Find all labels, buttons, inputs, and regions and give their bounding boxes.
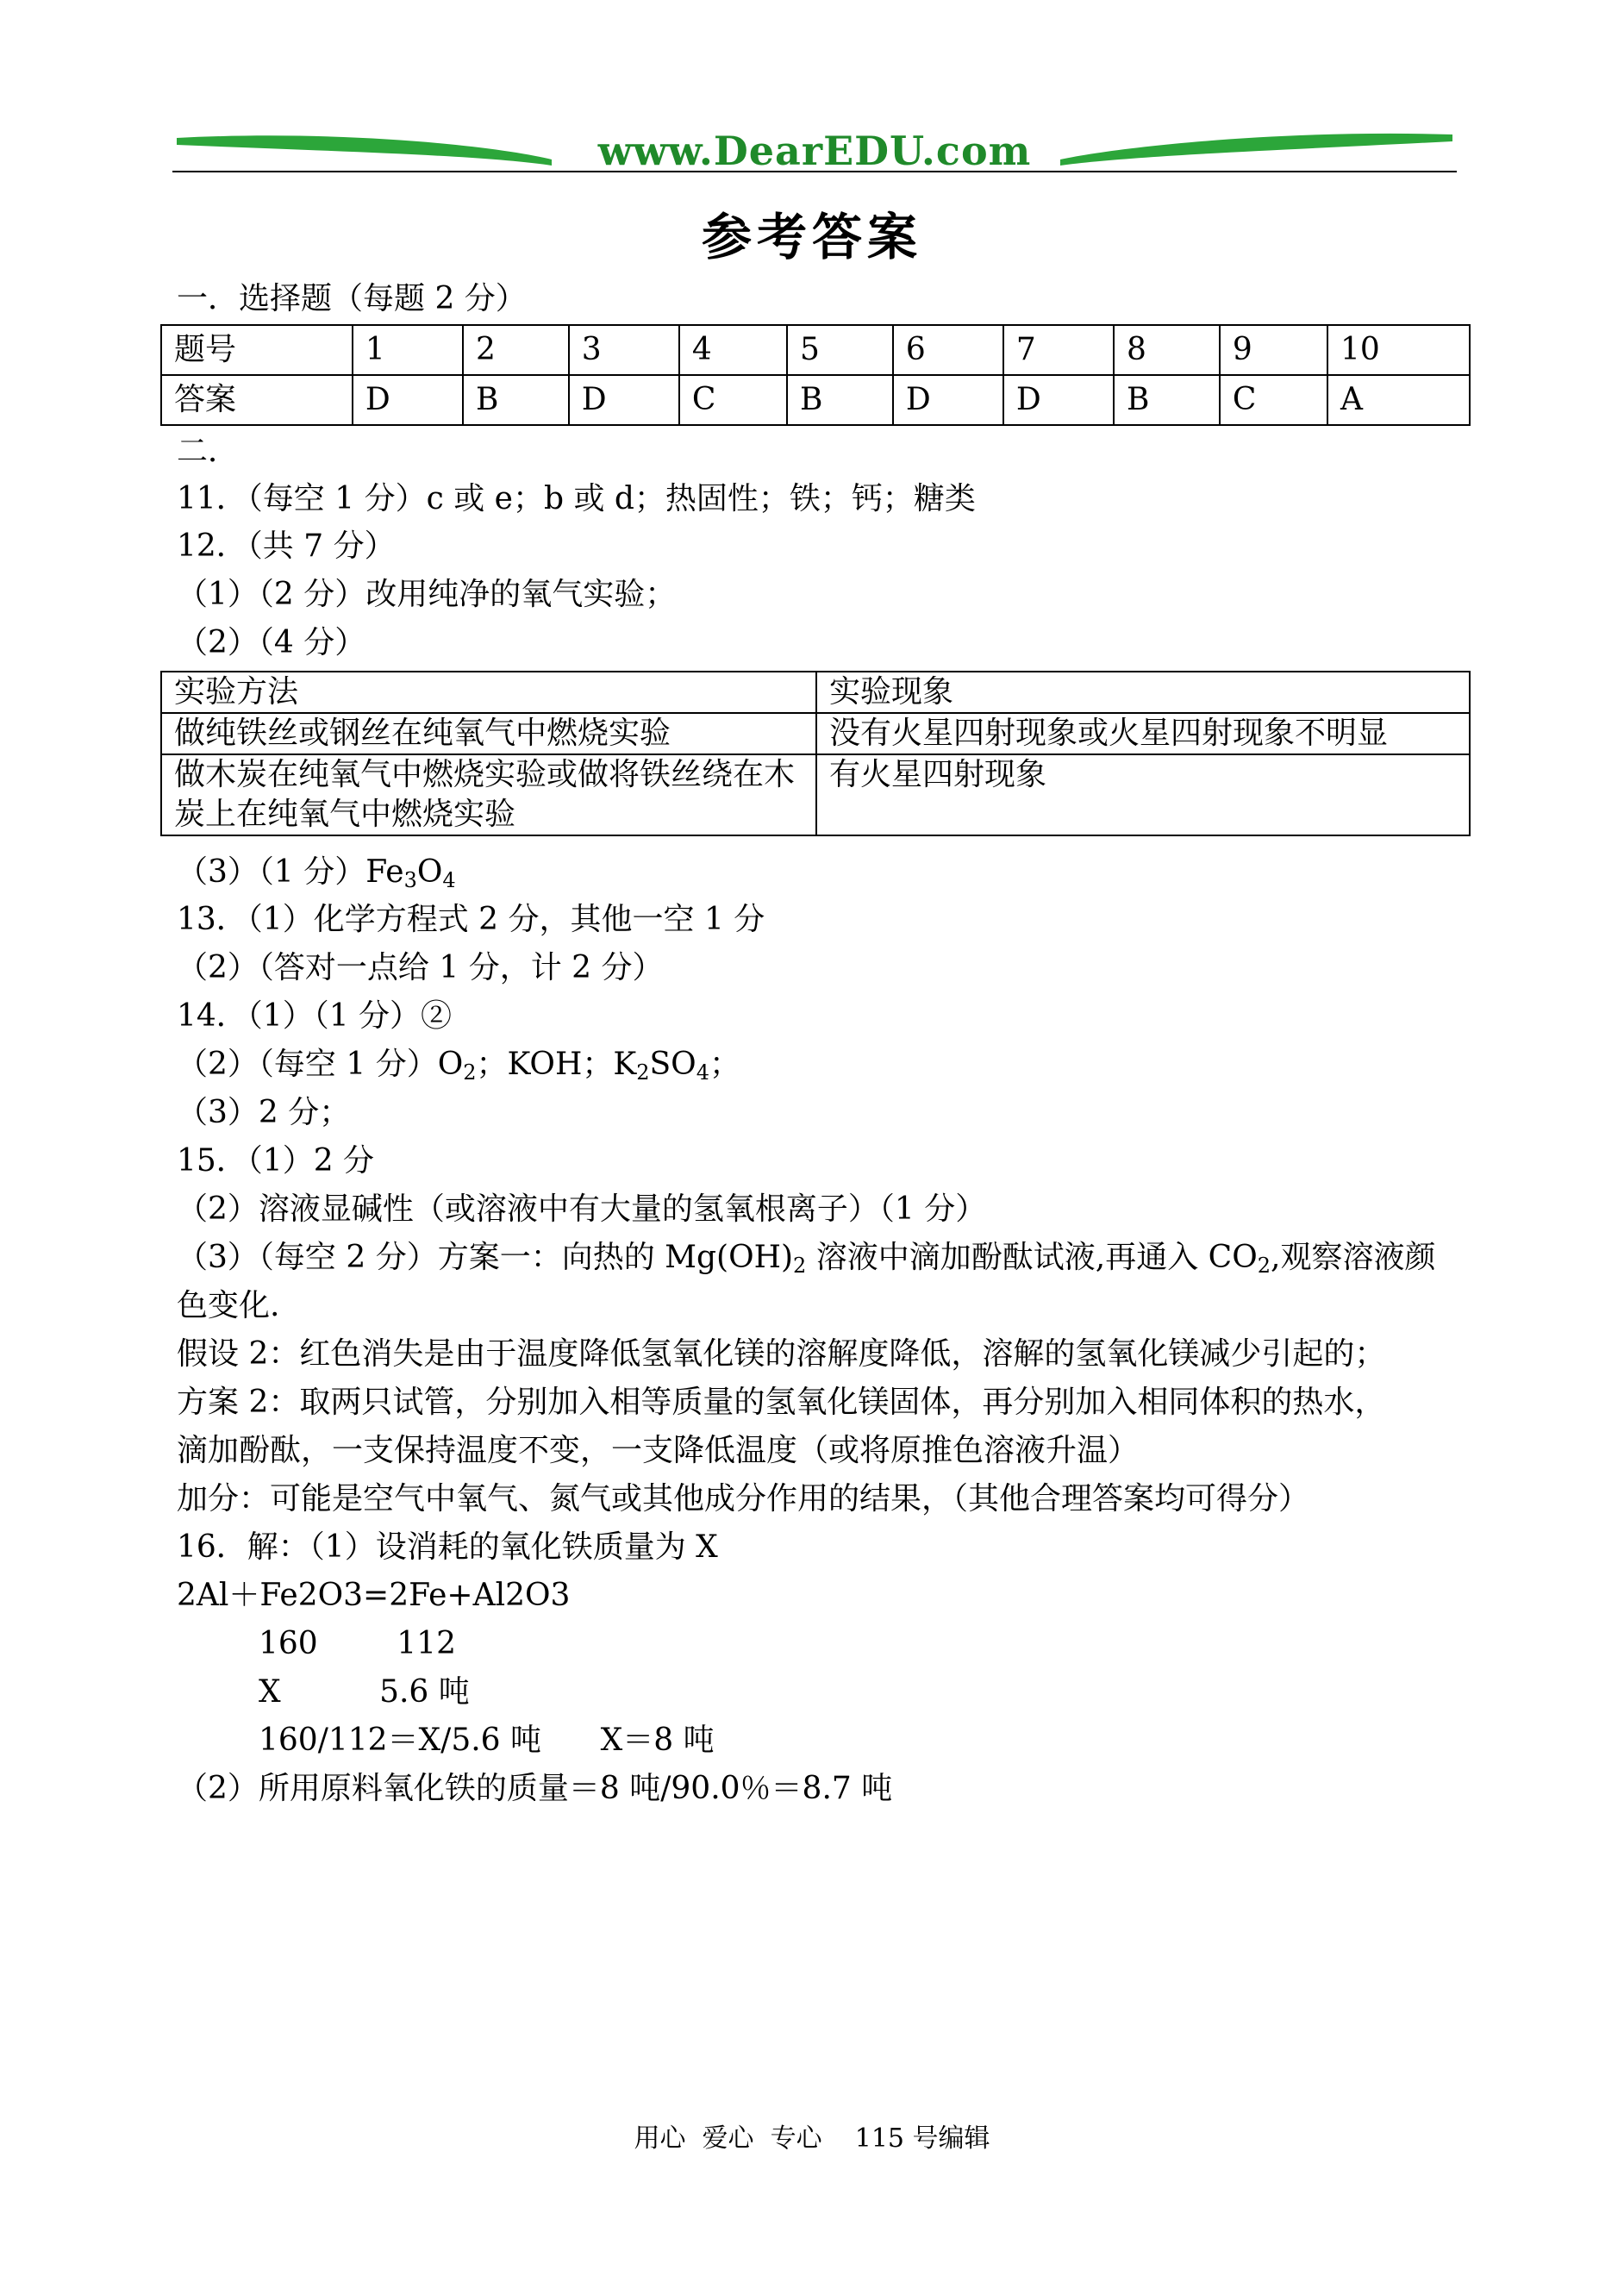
q16-ratio: 160 112 (259, 1626, 456, 1661)
q15-bonus: 加分：可能是空气中氧气、氮气或其他成分作用的结果，（其他合理答案均可得分） (177, 1481, 1310, 1516)
q12-part2: （2）（4 分） (177, 625, 366, 660)
site-name: www.DearEDU.com (597, 128, 1032, 174)
text-span: ； (709, 1047, 740, 1082)
text-span: ；KOH；K (476, 1047, 637, 1082)
page-footer: 用心 爱心 专心 115 号编辑 (634, 2123, 990, 2154)
text-span: 溶液中滴加酚酞试液,再通入 CO (806, 1240, 1258, 1275)
table-cell: 3 (569, 325, 679, 375)
subscript: 2 (793, 1254, 807, 1278)
header-rule (172, 171, 1457, 172)
table-header: 实验现象 (816, 672, 1470, 713)
q15-part3 (177, 1239, 1435, 1277)
answer-table (160, 324, 1471, 426)
q16-part2: （2）所用原料氧化铁的质量＝8 吨/90.0％＝8.7 吨 (177, 1771, 893, 1806)
q15-plan2-line2: 滴加酚酞，一支保持温度不变，一支降低温度（或将原推色溶液升温） (177, 1433, 1140, 1468)
table-cell: C (679, 375, 787, 425)
table-cell: 1 (353, 325, 463, 375)
table-row (161, 672, 1470, 713)
table-row (161, 754, 1470, 835)
text-span: O (416, 854, 443, 890)
q15-hypothesis2: 假设 2：红色消失是由于温度降低氢氧化镁的溶解度降低，溶解的氢氧化镁减少引起的； (177, 1336, 1386, 1372)
q11-answer: 11．（每空 1 分）c 或 e；b 或 d；热固性；铁；钙；糖类 (177, 481, 976, 516)
text-span: （3）（1 分）Fe (177, 854, 404, 890)
q15-plan2-line1: 方案 2：取两只试管，分别加入相等质量的氢氧化镁固体，再分别加入相同体积的热水， (177, 1385, 1386, 1420)
table-cell: 做纯铁丝或钢丝在纯氧气中燃烧实验 (161, 713, 816, 754)
q14-part2 (177, 1046, 740, 1084)
table-cell: B (787, 375, 893, 425)
table-cell: C (1220, 375, 1327, 425)
text-span: SO (649, 1047, 696, 1082)
table-row (161, 713, 1470, 754)
row-label: 答案 (161, 375, 353, 425)
table-cell: 6 (893, 325, 1003, 375)
section2-heading: 二． (177, 434, 240, 469)
table-cell: B (1114, 375, 1220, 425)
section1-heading: 一．选择题（每题 2 分） (177, 281, 527, 316)
experiment-table (160, 671, 1471, 836)
q14-part3: （3）2 分； (177, 1095, 351, 1130)
table-cell: 有火星四射现象 (816, 754, 1470, 835)
q15-part1: 15．（1）2 分 (177, 1143, 375, 1179)
text-span: （3）（每空 2 分）方案一：向热的 Mg(OH) (177, 1240, 794, 1275)
table-cell: 做木炭在纯氧气中燃烧实验或做将铁丝绕在木炭上在纯氧气中燃烧实验 (161, 754, 816, 835)
q15-part3-cont: 色变化. (177, 1288, 280, 1323)
table-header: 实验方法 (161, 672, 816, 713)
q12-part3 (177, 854, 456, 891)
table-cell: D (353, 375, 463, 425)
table-cell: 2 (463, 325, 569, 375)
table-cell: 9 (1220, 325, 1327, 375)
q13-part1: 13．（1）化学方程式 2 分，其他一空 1 分 (177, 902, 765, 937)
table-cell: B (463, 375, 569, 425)
q16-part1: 16．解：（1）设消耗的氧化铁质量为 X (177, 1529, 718, 1565)
q15-part2: （2）溶液显碱性（或溶液中有大量的氢氧根离子）（1 分） (177, 1191, 987, 1227)
subscript: 2 (636, 1060, 650, 1085)
text-span: ,观察溶液颜 (1271, 1240, 1436, 1275)
q12-part1: （1）（2 分）改用纯净的氧气实验； (177, 577, 677, 612)
table-cell: 7 (1003, 325, 1114, 375)
page-title: 参考答案 (701, 208, 922, 266)
table-cell: 8 (1114, 325, 1220, 375)
row-label: 题号 (161, 325, 353, 375)
table-cell: 5 (787, 325, 893, 375)
table-cell: 10 (1327, 325, 1470, 375)
table-cell: 4 (679, 325, 787, 375)
q14-part1: 14．（1）（1 分）② (177, 998, 453, 1034)
subscript: 4 (442, 868, 456, 892)
text-span: （2）（每空 1 分）O (177, 1047, 464, 1082)
table-cell: D (893, 375, 1003, 425)
q16-equation: 2Al＋Fe2O3=2Fe+Al2O3 (177, 1578, 571, 1613)
table-row (161, 325, 1470, 375)
table-cell: D (1003, 375, 1114, 425)
q16-vars: X 5.6 吨 (259, 1674, 470, 1710)
q12-title: 12．（共 7 分） (177, 528, 396, 564)
table-cell: A (1327, 375, 1470, 425)
table-cell: D (569, 375, 679, 425)
table-row (161, 375, 1470, 425)
q13-part2: （2）（答对一点给 1 分，计 2 分） (177, 950, 664, 985)
subscript: 2 (1257, 1254, 1271, 1278)
table-cell: 没有火星四射现象或火星四射现象不明显 (816, 713, 1470, 754)
q16-calc: 160/112＝X/5.6 吨 X＝8 吨 (259, 1723, 715, 1758)
subscript: 2 (463, 1060, 477, 1085)
subscript: 4 (696, 1060, 709, 1085)
subscript: 3 (403, 868, 417, 892)
